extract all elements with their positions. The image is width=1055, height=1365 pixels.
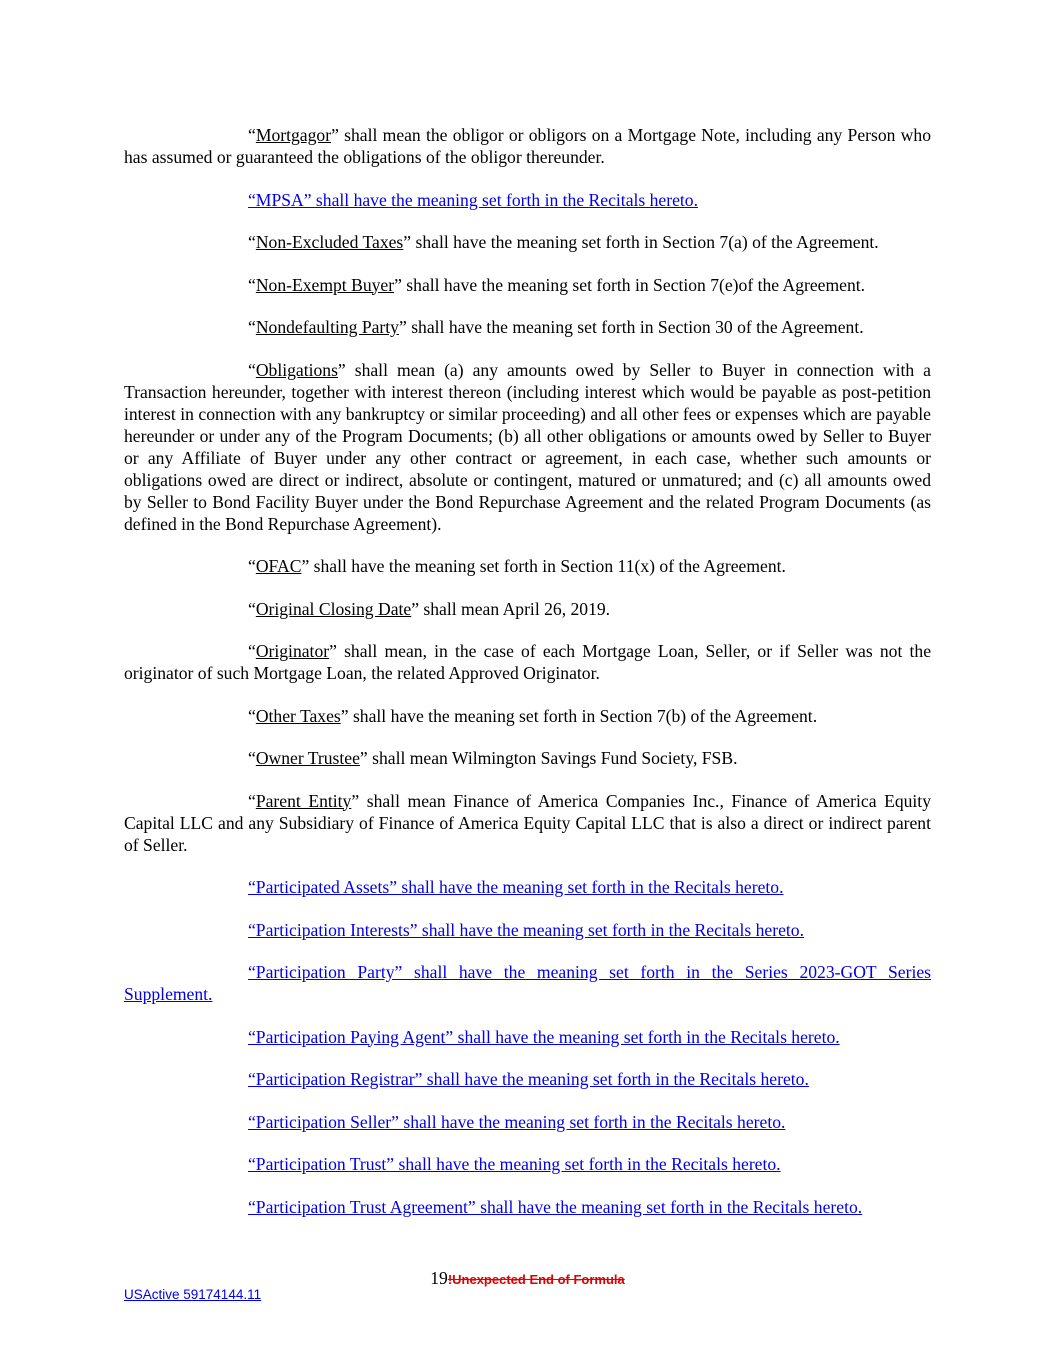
defined-term: Obligations — [255, 359, 338, 380]
defined-term: Originator — [255, 641, 330, 661]
defined-term: Original Closing Date — [255, 598, 412, 619]
definition-non-exempt-buyer: “Non-Exempt Buyer” shall have the meaning set forth in Section 7(e)of the Agreement. — [248, 274, 866, 295]
definition-participation-interests — [124, 919, 931, 941]
inserted-text: “Participation Party” shall have the meaning set forth in the Series 2023-GOT Series Supplement. — [124, 962, 931, 1004]
definition-parent-entity: “Parent Entity” shall mean Finance of America Companies Inc., Finance of America Equity Capital LLC and any Subsidiary of Finance of America Equity Capital LLC that is also a direct or indirect parent of Seller. — [124, 790, 931, 855]
definition-originator: “Originator” shall mean, in the case of each Mortgage Loan, Seller, or if Seller was not the originator of such Mortgage Loan, the related Approved Originator. — [124, 641, 931, 683]
deleted-field-error: !Unexpected End of Formula — [447, 1272, 625, 1287]
defined-term: Other Taxes — [255, 705, 341, 726]
inserted-text: “Participation Paying Agent” shall have the meaning set forth in the Recitals hereto. — [248, 1026, 840, 1047]
defined-term: Nondefaulting Party — [255, 317, 399, 337]
definition-obligations: “Obligations” shall mean (a) any amounts owed by Seller to Buyer in connection with a Transaction hereunder, together with interest thereon (including interest which would be payable as post-petition interest in connection with any bankruptcy or similar proceeding) and all other fees or expenses which are payable hereunder or under any of the Program Documents; (b) all other obligations or amounts owed by Seller to Buyer or any Affiliate of Buyer under any other contract or agreement, in each case, whether such amounts or obligations owed are direct or indirect, absolute or contingent, matured or unmatured; and (c) all amounts owed by Seller to Bond Facility Buyer under the Bond Repurchase Agreement and the related Program Documents (as defined in the Bond Repurchase Agreement). — [124, 359, 931, 534]
definition-participated-assets — [124, 876, 931, 898]
document-body — [124, 124, 931, 1218]
inserted-text: “Participation Trust Agreement” shall have the meaning set forth in the Recitals hereto. — [248, 1196, 863, 1217]
inserted-text: “Participated Assets” shall have the meaning set forth in the Recitals hereto. — [248, 877, 784, 897]
defined-term: Non-Excluded Taxes — [255, 232, 404, 252]
definition-mortgagor: “Mortgagor” shall mean the obligor or obligors on a Mortgage Note, including any Person who has assumed or guaranteed the obligations of the obligor thereunder. — [124, 125, 931, 167]
defined-term: Parent Entity — [255, 790, 352, 811]
definition-other-taxes: “Other Taxes” shall have the meaning set forth in Section 7(b) of the Agreement. — [248, 705, 818, 726]
inserted-text: “MPSA” shall have the meaning set forth in the Recitals hereto. — [248, 189, 698, 210]
definition-owner-trustee: “Owner Trustee” shall mean Wilmington Savings Fund Society, FSB. — [248, 748, 738, 768]
definition-non-excluded-taxes: “Non-Excluded Taxes” shall have the meaning set forth in Section 7(a) of the Agreement. — [248, 232, 879, 252]
definition-participation-seller — [124, 1111, 931, 1133]
definition-participation-trust — [124, 1153, 931, 1175]
defined-term: Non-Exempt Buyer — [255, 274, 395, 295]
inserted-text: “Participation Trust” shall have the meaning set forth in the Recitals hereto. — [248, 1154, 781, 1174]
definition-ofac: “OFAC” shall have the meaning set forth in Section 11(x) of the Agreement. — [248, 556, 786, 576]
defined-term: OFAC — [255, 556, 302, 576]
definition-participation-paying-agent — [124, 1026, 931, 1048]
inserted-text: “Participation Registrar” shall have the meaning set forth in the Recitals hereto. — [248, 1069, 809, 1089]
definition-participation-registrar — [124, 1068, 931, 1090]
defined-term: Owner Trustee — [255, 748, 360, 768]
definition-original-closing-date: “Original Closing Date” shall mean April 26, 2019. — [248, 598, 611, 619]
definition-participation-party — [124, 961, 931, 1005]
defined-term: Mortgagor — [255, 125, 332, 145]
document-id: USActive 59174144.11 — [124, 1287, 262, 1302]
definition-nondefaulting-party: “Nondefaulting Party” shall have the meaning set forth in Section 30 of the Agreement. — [248, 317, 864, 337]
definition-mpsa — [124, 189, 931, 211]
page-number: 19 — [430, 1268, 448, 1288]
inserted-text: “Participation Seller” shall have the meaning set forth in the Recitals hereto. — [248, 1111, 786, 1132]
inserted-text: “Participation Interests” shall have the meaning set forth in the Recitals hereto. — [248, 919, 804, 940]
definition-participation-trust-agreement — [124, 1196, 931, 1218]
